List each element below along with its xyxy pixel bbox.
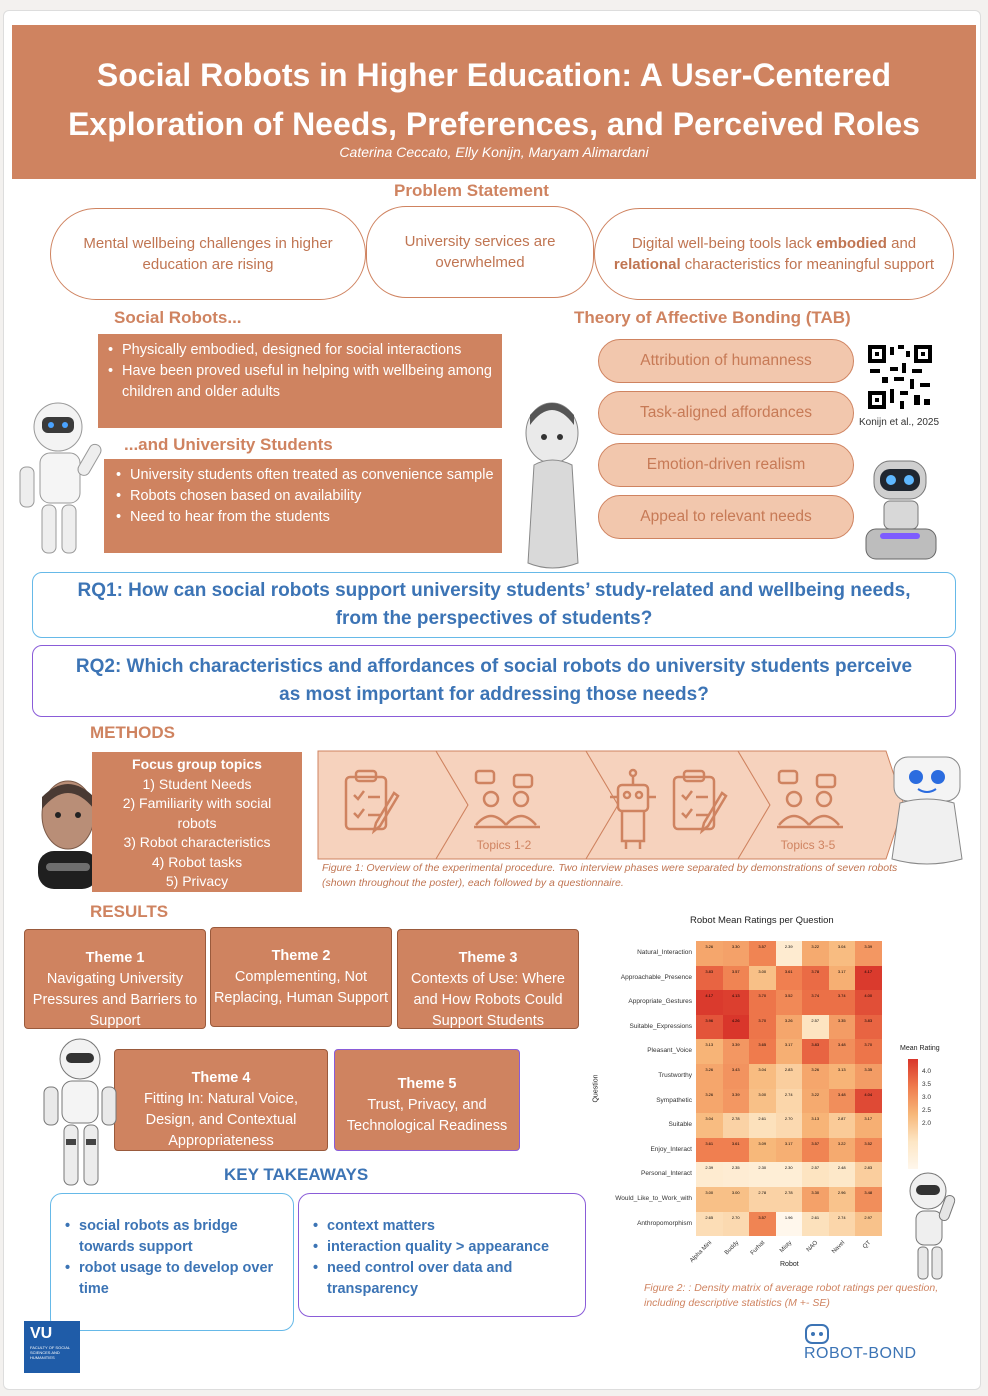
heatmap-cell: 2.57 (802, 1162, 829, 1187)
heatmap-cell: 3.13 (802, 1113, 829, 1138)
heatmap-col-label: QT (862, 1240, 873, 1251)
heatmap-cell: 3.09 (749, 1138, 776, 1163)
heatmap-cell: 2.57 (802, 1015, 829, 1040)
heatmap-cell: 2.83 (776, 1064, 803, 1089)
heatmap-cell: 3.57 (749, 941, 776, 966)
heatmap-cell: 3.57 (723, 966, 750, 991)
focus-group-box (92, 752, 302, 892)
heatmap-cell: 2.70 (723, 1212, 750, 1237)
focus-group-title: Focus group topics (132, 756, 262, 772)
list-item: 1) Student Needs (142, 775, 252, 792)
heatmap-cell: 3.13 (829, 1064, 856, 1089)
list-item: • context matters (313, 1216, 577, 1237)
tab-item-4: Appeal to relevant needs (598, 495, 854, 539)
colorbar (908, 1059, 918, 1169)
heatmap-cell: 2.87 (829, 1113, 856, 1138)
heatmap-cell: 3.39 (855, 941, 882, 966)
heatmap-cell: 3.35 (855, 1064, 882, 1089)
heatmap-cell: 3.48 (829, 1039, 856, 1064)
heatmap-cell: 3.83 (696, 966, 723, 991)
uni-students-box (104, 459, 502, 553)
tab-citation: Konijn et al., 2025 (859, 417, 940, 428)
heatmap-cell: 2.70 (776, 1113, 803, 1138)
heatmap-cell: 2.48 (829, 1162, 856, 1187)
heatmap-row-label: Personal_Interact (641, 1170, 692, 1178)
step-label-1: Topics 1-2 (476, 838, 532, 852)
heatmap-cell: 3.83 (855, 1015, 882, 1040)
heatmap-cell: 2.97 (855, 1212, 882, 1237)
heatmap-row-label: Suitable_Expressions (629, 1022, 692, 1030)
heatmap-cell: 3.61 (696, 1138, 723, 1163)
heatmap-cell: 2.65 (696, 1212, 723, 1237)
heatmap-cell: 3.74 (802, 990, 829, 1015)
heatmap-cell: 3.30 (723, 941, 750, 966)
list-item: • social robots as bridge towards support (65, 1216, 285, 1258)
heatmap-cell: 3.61 (776, 966, 803, 991)
heatmap-cell: 3.04 (696, 1113, 723, 1138)
heatmap-cell: 3.17 (855, 1113, 882, 1138)
heatmap-cell: 3.17 (829, 966, 856, 991)
list-item: • interaction quality > appearance (313, 1237, 577, 1258)
heatmap-cell: 3.35 (829, 1015, 856, 1040)
heatmap-row-label: Pleasant_Voice (647, 1047, 692, 1055)
heatmap-cell: 4.17 (855, 966, 882, 991)
heatmap-cell: 4.26 (723, 1015, 750, 1040)
header-banner (12, 25, 976, 179)
chart-title: Robot Mean Ratings per Question (690, 915, 834, 926)
heatmap-cell: 3.57 (802, 1138, 829, 1163)
heatmap-cell: 3.26 (776, 1015, 803, 1040)
list-item: • robot usage to develop over time (65, 1258, 285, 1300)
heatmap-cell: 3.48 (855, 1187, 882, 1212)
heatmap-cell: 3.70 (749, 1015, 776, 1040)
problem-pill-3: Digital well-being tools lack embodied and relational characteristics for meaningful support (594, 208, 954, 300)
methods-title: METHODS (90, 723, 175, 742)
heatmap-cell: 3.65 (749, 1039, 776, 1064)
heatmap-cell: 2.39 (776, 941, 803, 966)
heatmap-cell: 2.61 (802, 1212, 829, 1237)
heatmap-col-label: Buddy (723, 1240, 740, 1257)
heatmap-col-label: Alpha Mini (689, 1240, 714, 1265)
procedure-diagram (316, 749, 906, 861)
problem-pill-2: University services are overwhelmed (366, 206, 594, 298)
heatmap-row-label: Trustworthy (658, 1072, 692, 1079)
heatmap-cell: 4.13 (723, 990, 750, 1015)
heatmap-cell: 3.57 (749, 1212, 776, 1237)
uni-students-title: ...and University Students (124, 435, 333, 454)
heatmap-cell: 3.04 (749, 1064, 776, 1089)
list-item: • Have been proved useful in helping with wellbeing among children and older adults (106, 361, 494, 403)
poster (3, 10, 981, 1390)
heatmap-cell: 3.22 (802, 1089, 829, 1114)
heatmap-row-label: Natural_Interaction (637, 949, 692, 956)
heatmap-cell: 3.13 (696, 1039, 723, 1064)
theme-1-box: Theme 1 Navigating University Pressures and Barriers to Support (24, 929, 206, 1029)
heatmap-cell: 2.39 (696, 1162, 723, 1187)
heatmap-row-label: Would_Like_to_Work_with (615, 1195, 692, 1202)
heatmap-row-label: Anthropomorphism (637, 1219, 692, 1227)
social-robots-title: Social Robots... (114, 308, 242, 327)
list-item: • Physically embodied, designed for social interactions (106, 340, 494, 361)
tab-title: Theory of Affective Bonding (TAB) (574, 308, 851, 327)
heatmap-cell: 3.04 (829, 941, 856, 966)
heatmap-cell: 2.35 (723, 1162, 750, 1187)
heatmap-cell: 1.96 (776, 1212, 803, 1237)
heatmap-cell: 2.78 (776, 1187, 803, 1212)
poster-title: Social Robots in Higher Education: A User-Centered Exploration of Needs, Preferences, and Perceived Roles (68, 57, 920, 142)
heatmap-row-label: Appropriate_Gestures (628, 998, 692, 1006)
heatmap-cell: 3.22 (802, 941, 829, 966)
heatmap-cell: 3.61 (723, 1138, 750, 1163)
heatmap-cell: 4.04 (855, 1089, 882, 1114)
heatmap-cell: 3.52 (855, 1138, 882, 1163)
nao-robot-image (38, 1035, 124, 1195)
heatmap-cell: 3.26 (696, 1089, 723, 1114)
vu-logo: VU FACULTY OF SOCIAL SCIENCES AND HUMANITIES (24, 1321, 80, 1373)
heatmap-cell: 3.74 (829, 990, 856, 1015)
heatmap-cell: 2.83 (855, 1162, 882, 1187)
heatmap-cell: 2.30 (776, 1162, 803, 1187)
heatmap-cell: 2.96 (829, 1187, 856, 1212)
problem-pill-1: Mental wellbeing challenges in higher education are rising (50, 208, 366, 300)
robot-bond-logo: ROBOT-BOND (804, 1345, 917, 1362)
heatmap-cell: 2.78 (749, 1187, 776, 1212)
heatmap-col-label: Misty (778, 1240, 793, 1255)
heatmap-cell: 3.26 (802, 1064, 829, 1089)
rq1-box: RQ1: How can social robots support university students’ study-related and wellbeing needs, from the perspectives of students? (32, 572, 956, 638)
heatmap-cell: 3.39 (723, 1039, 750, 1064)
authors: Caterina Ceccato, Elly Konijn, Maryam Alimardani (339, 144, 649, 160)
list-item: 4) Robot tasks (151, 853, 243, 870)
heatmap-cell: 3.26 (696, 941, 723, 966)
robot-bond-icon (802, 1319, 832, 1349)
results-title: RESULTS (90, 902, 169, 921)
heatmap-cell: 3.43 (723, 1064, 750, 1089)
heatmap-cell: 4.17 (696, 990, 723, 1015)
list-item: • need control over data and transparency (313, 1258, 577, 1300)
list-item: • University students often treated as convenience sample (114, 465, 494, 486)
heatmap-cell: 3.17 (776, 1138, 803, 1163)
heatmap-col-label: NAO (806, 1240, 820, 1254)
theme-2-box: Theme 2 Complementing, Not Replacing, Human Support (210, 927, 392, 1027)
buddy-robot-image (886, 751, 968, 869)
heatmap-cell: 2.78 (723, 1113, 750, 1138)
heatmap-cell: 3.22 (829, 1138, 856, 1163)
heatmap-cell: 2.74 (829, 1212, 856, 1237)
list-item: 3) Robot characteristics (123, 834, 271, 850)
heatmap-cell: 3.26 (696, 1064, 723, 1089)
rq2-box: RQ2: Which characteristics and affordances of social robots do university students perceive as most important for addressing those needs? (32, 645, 956, 717)
heatmap-cell: 3.00 (749, 966, 776, 991)
list-item: 2) Familiarity with social robots (122, 795, 272, 831)
social-robots-box (98, 334, 502, 428)
heatmap-cell: 3.00 (696, 1187, 723, 1212)
heatmap-col-label: Navel (830, 1240, 846, 1256)
takeaways-title: KEY TAKEAWAYS (224, 1165, 369, 1184)
list-item: • Need to hear from the students (114, 507, 494, 528)
heatmap-row-label: Sympathetic (656, 1096, 692, 1104)
heatmap-cell: 3.78 (802, 966, 829, 991)
heatmap-cell: 3.00 (723, 1187, 750, 1212)
takeaways-right-box (298, 1193, 586, 1317)
heatmap-row-label: Approachable_Presence (620, 973, 692, 981)
heatmap-cell: 2.74 (776, 1089, 803, 1114)
theme-4-box: Theme 4 Fitting In: Natural Voice, Design, and Contextual Appropriateness (114, 1049, 328, 1151)
qtrobot-image (12, 387, 112, 567)
figure1-caption: Figure 1: Overview of the experimental procedure. Two interview phases were separated by demonstrations of seven robots (shown throughout the poster), each followed by a questionnaire. (322, 862, 898, 889)
heatmap-cell: 3.96 (696, 1015, 723, 1040)
tab-item-2: Task-aligned affordances (598, 391, 854, 435)
theme-3-box: Theme 3 Contexts of Use: Where and How Robots Could Support Students (397, 929, 579, 1029)
problem-title: Problem Statement (394, 181, 549, 200)
alpha-mini-robot-image (902, 1169, 958, 1285)
heatmap-col-label: Furhat (749, 1240, 767, 1257)
step-label-2: Topics 3-5 (780, 838, 836, 852)
qr-code-icon[interactable] (866, 343, 934, 411)
list-item: • Robots chosen based on availability (114, 486, 494, 507)
heatmap-cell: 3.30 (802, 1187, 829, 1212)
hugvie-robot-image (516, 395, 592, 575)
colorbar-ticks: 4.0 3.5 3.0 2.5 2.0 (922, 1068, 932, 1127)
theme-5-box: Theme 5 Trust, Privacy, and Technological Readiness (334, 1049, 520, 1151)
tab-item-1: Attribution of humanness (598, 339, 854, 383)
heatmap-cell: 3.17 (776, 1039, 803, 1064)
heatmap-cell: 3.48 (829, 1089, 856, 1114)
colorbar-label: Mean Rating (900, 1045, 940, 1052)
chart-xlabel: Robot (780, 1261, 799, 1268)
heatmap-cell: 3.70 (855, 1039, 882, 1064)
heatmap-cell: 3.00 (749, 1089, 776, 1114)
heatmap-cell: 2.61 (749, 1113, 776, 1138)
heatmap-cell: 3.52 (776, 990, 803, 1015)
heatmap-cell: 3.70 (749, 990, 776, 1015)
takeaways-left-box (50, 1193, 294, 1331)
heatmap-cell: 3.39 (723, 1089, 750, 1114)
heatmap-cell: 3.83 (802, 1039, 829, 1064)
heatmap-row-label: Suitable (668, 1121, 692, 1129)
chart-ylabel: Question (592, 1074, 600, 1103)
misty-robot-image (860, 457, 942, 565)
figure2-caption: Figure 2: : Density matrix of average robot ratings per question, including descriptive statistics (M +- SE) (644, 1282, 939, 1309)
heatmap-cell: 2.30 (749, 1162, 776, 1187)
heatmap-row-label: Enjoy_Interact (650, 1145, 692, 1153)
heatmap-cell: 4.00 (855, 990, 882, 1015)
list-item: 5) Privacy (165, 873, 229, 889)
tab-item-3: Emotion-driven realism (598, 443, 854, 487)
